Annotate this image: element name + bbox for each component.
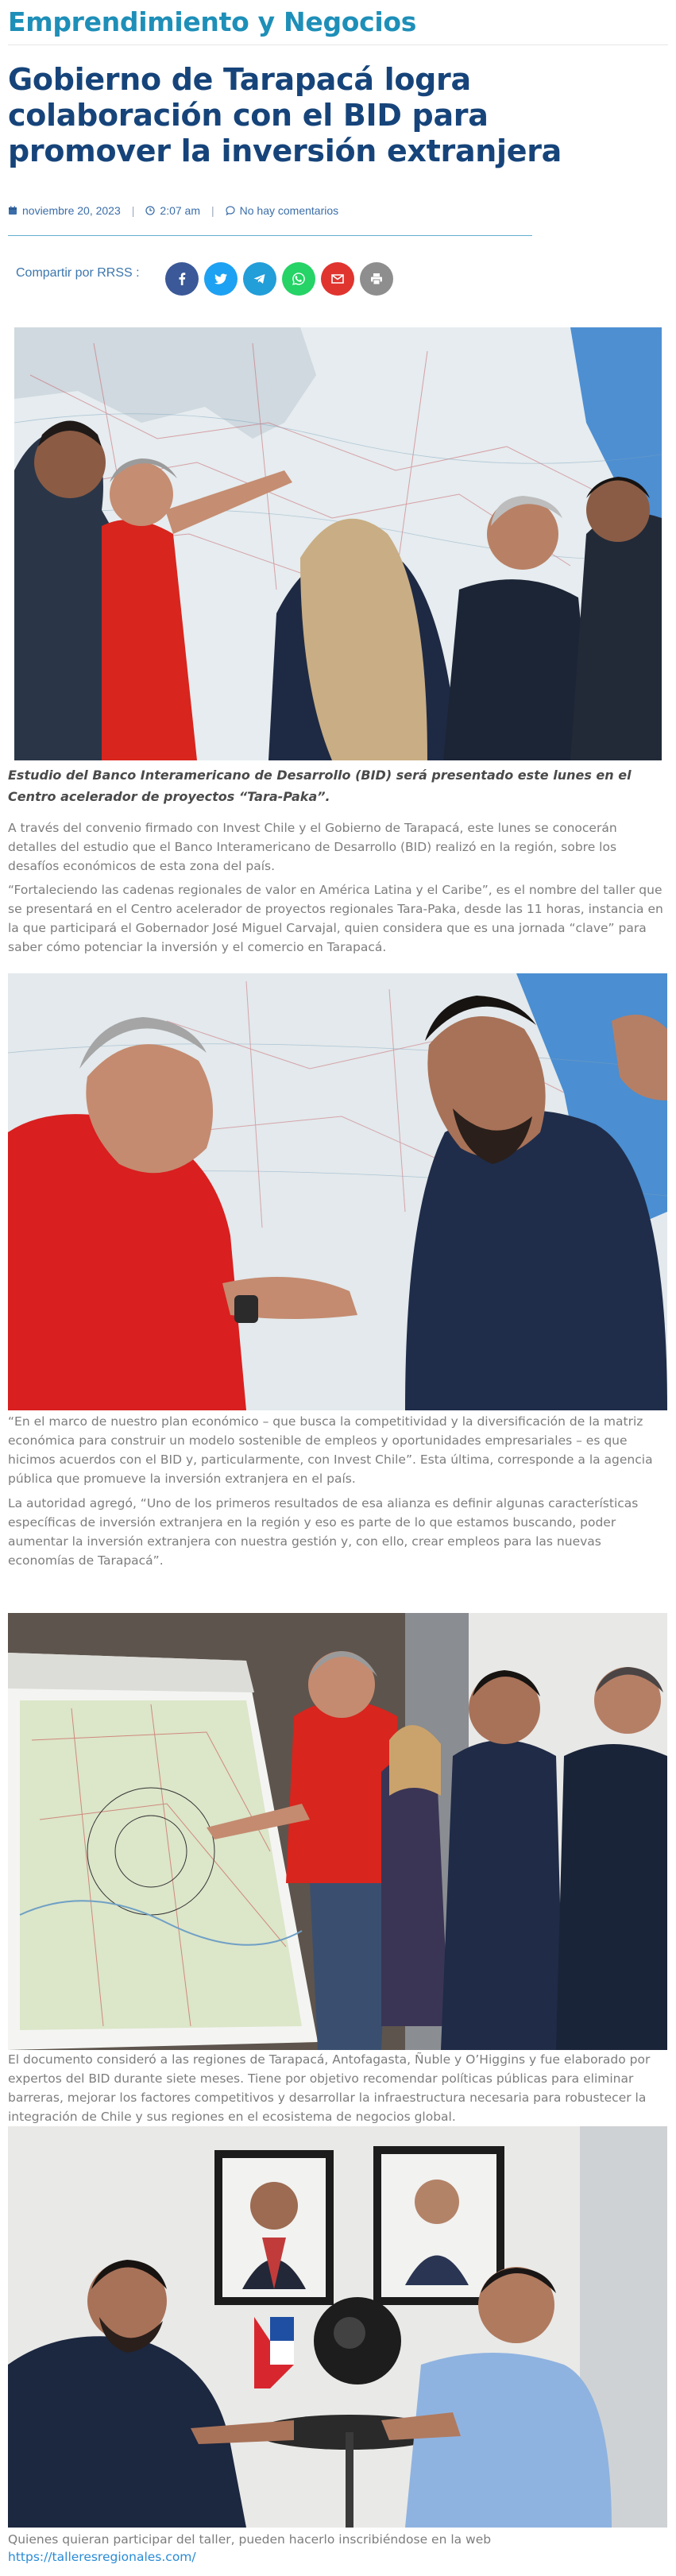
share-buttons	[165, 262, 393, 296]
whiteboard-map-photo	[8, 1613, 667, 2050]
registration-link[interactable]: https://talleresregionales.com/	[8, 2550, 196, 2564]
article-photo-2	[8, 973, 667, 1410]
paragraph-2: “Fortaleciendo las cadenas regionales de valor en América Latina y el Caribe”, es el nombre del taller que se presentará en el Centro acelerador de proyectos regionales Tara-Paka, desde las 11 horas, instancia en la que participará el Gobernador José Miguel Carvajal, quien considera que es una jornada “clave” para saber cómo potenciar la inversión y el comercio en Tarapacá.	[8, 883, 663, 954]
telegram-icon	[252, 271, 268, 287]
article-photo-4	[8, 2126, 667, 2528]
post-meta	[8, 202, 338, 219]
whatsapp-icon	[291, 271, 307, 287]
post-time[interactable]: 2:07 am	[160, 204, 200, 217]
post-date[interactable]: noviembre 20, 2023	[22, 204, 121, 217]
paragraph-6: Quienes quieran participar del taller, pueden hacerlo inscribiéndose en la web	[8, 2532, 492, 2547]
paragraph-5: El documento consideró a las regiones de Tarapacá, Antofagasta, Ñuble y O’Higgins y fue elaborado por expertos del BID durante siete meses. Tiene por objetivo recomendar políticas públicas para eliminar barreras, mejorar los factores competitivos y desarrollar la infraestructura necesaria para robustecer la integración de Chile y sus regiones en el ecosistema de negocios global.	[8, 2052, 651, 2124]
share-whatsapp-button[interactable]	[282, 262, 315, 296]
calendar-icon	[8, 206, 17, 215]
photo-caption: Estudio del Banco Interamericano de Desarrollo (BID) será presentado este lunes en el Centro acelerador de proyectos “Tara-Paka”.	[8, 768, 632, 804]
share-telegram-button[interactable]	[243, 262, 276, 296]
email-icon	[330, 271, 346, 287]
article-photo-3	[8, 1613, 667, 2050]
category-heading[interactable]: Emprendimiento y Negocios	[8, 6, 417, 37]
map-meeting-photo	[14, 327, 662, 760]
share-email-button[interactable]	[321, 262, 354, 296]
twitter-icon	[213, 271, 229, 287]
article-photo-1	[14, 327, 662, 760]
share-twitter-button[interactable]	[204, 262, 238, 296]
divider	[8, 44, 668, 45]
share-facebook-button[interactable]	[165, 262, 199, 296]
meta-separator: |	[211, 204, 214, 217]
meta-divider	[8, 235, 532, 236]
paragraph-4: La autoridad agregó, “Uno de los primeros resultados de esa alianza es definir algunas características específicas de inversión extranjera en la región y eso es parte de lo que estamos buscando, poder aumentar la inversión extranjera con nuestra gestión y, con ello, crear empleos para las nuevas economías de Tarapacá”.	[8, 1496, 639, 1568]
paragraph-1: A través del convenio firmado con Invest Chile y el Gobierno de Tarapacá, este lunes se conocerán detalles del estudio que el Banco Interamericano de Desarrollo (BID) realizó en la región, sobre los desafíos económicos de esta zona del país.	[8, 821, 617, 873]
share-print-button[interactable]	[360, 262, 393, 296]
paragraph-3: “En el marco de nuestro plan económico – que busca la competitividad y la diversificación de la matriz económica para construir un modelo sostenible de empleos y oportunidades empresariales – es que hicimos acuerdos con el BID y, particularmente, con Invest Chile”. Esta última, corresponde a la agencia pública que promueve la inversión extranjera en el país.	[8, 1414, 653, 1486]
facebook-icon	[174, 271, 190, 287]
comment-icon	[226, 206, 235, 215]
print-icon	[369, 271, 384, 287]
comments-link[interactable]: No hay comentarios	[239, 204, 339, 217]
meeting-table-photo	[8, 2126, 667, 2528]
clock-icon	[145, 206, 155, 215]
article-title: Gobierno de Tarapacá logra colaboración con el BID para promover la inversión extranjera	[8, 62, 562, 168]
share-label: Compartir por RRSS :	[16, 266, 140, 280]
conversation-photo	[8, 973, 667, 1410]
meta-separator: |	[131, 204, 135, 217]
